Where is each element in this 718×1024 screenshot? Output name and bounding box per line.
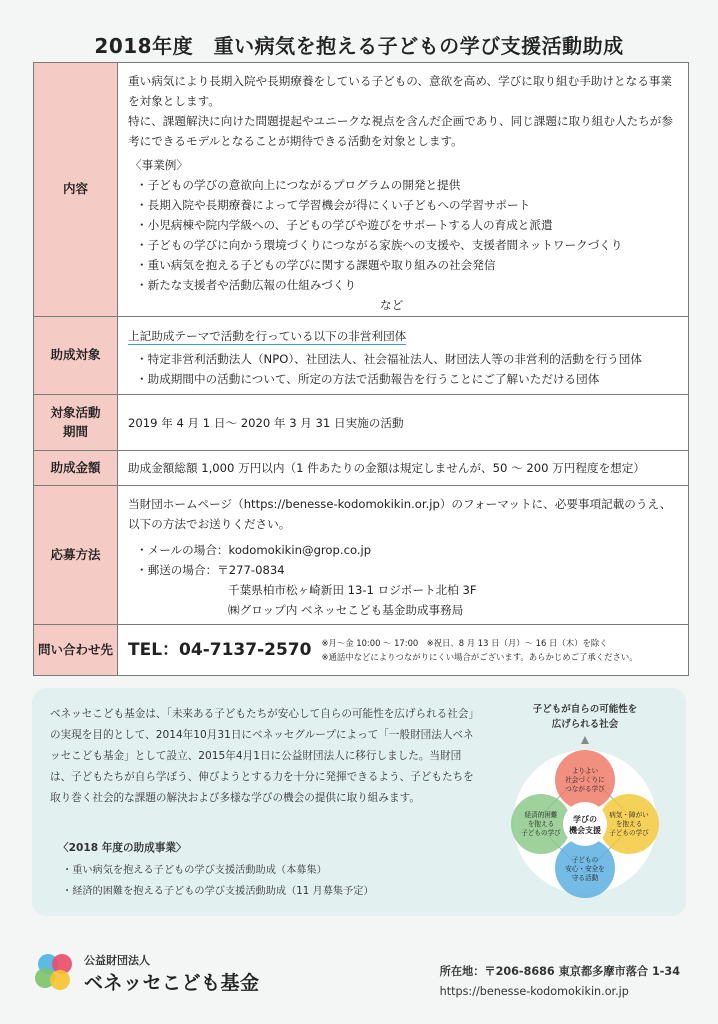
footer-address-block xyxy=(440,962,680,1002)
row-apply xyxy=(34,485,688,624)
diagram-bottom-line: 守る活動 xyxy=(571,874,599,882)
list-item: ・ 子どもの学びに向かう環境づくりにつながる家族への支援や、支援者間ネットワークづくり xyxy=(136,235,678,255)
amount-body xyxy=(118,451,688,485)
diagram-left-line: を抱える xyxy=(527,820,555,828)
period-text: 2019 年 4 月 1 日～ 2020 年 3 月 31 日実施の活動 xyxy=(128,415,404,430)
row-label-content: 内容 xyxy=(34,63,118,316)
list-item: ・ 助成期間中の活動について、所定の方法で活動報告を行うことにご了解いただける団体 xyxy=(136,369,678,389)
list-item: ・ 重い病気を抱える子どもの学び支援活動助成（本募集） xyxy=(62,860,374,881)
list-item: ・ 小児病棟や院内学級への、子どもの学びや遊びをサポートする人の育成と派遣 xyxy=(136,215,678,235)
diagram-left-line: 経済的困難 xyxy=(524,811,558,819)
row-period xyxy=(34,394,688,450)
list-item: ・ 子どもの学びの意欲向上につながるプログラムの開発と提供 xyxy=(136,175,678,195)
period-body xyxy=(118,395,688,450)
list-item: ・ 長期入院や長期療養によって学習機会が得にくい子どもへの学習サポート xyxy=(136,195,678,215)
grants-title: 〈2018 年度の助成事業〉 xyxy=(58,842,187,854)
row-content xyxy=(34,63,688,316)
apply-post: ・郵送の場合：〒277-0834 xyxy=(136,563,285,577)
target-list xyxy=(128,349,678,389)
address-label: 所在地： xyxy=(439,965,485,978)
foundation-logo xyxy=(33,950,77,994)
diagram-center-line: 機会支援 xyxy=(569,826,601,835)
page-title: 2018年度 重い病気を抱える子どもの学び支援活動助成 xyxy=(94,34,624,58)
arrow-up-icon xyxy=(581,736,589,744)
apply-mail: ・メールの場合：kodomokikin@grop.co.jp xyxy=(136,543,372,557)
diagram-center-circle xyxy=(563,802,607,846)
diagram-bottom-line: 安心・安全を xyxy=(565,865,605,873)
diagram-left-line: 子どもの学び xyxy=(521,829,561,837)
address-text: 〒206-8686 東京都多摩市落合 1-34 xyxy=(484,965,680,978)
apply-methods xyxy=(128,540,678,620)
website-url[interactable]: https://benesse-kodomokikin.or.jp xyxy=(439,985,629,998)
apply-lead: 当財団ホームページ（https://benesse-kodomokikin.or.jp）のフォーマットに、必要事項記載のうえ、以下の方法でお送りください。 xyxy=(128,497,672,531)
contact-note: ※月～金 10:00 ～ 17:00 ※祝日、8 月 13 日（月）～ 16 日（木）を除く xyxy=(321,638,608,648)
row-label-period xyxy=(34,395,118,450)
target-body xyxy=(118,317,688,394)
org-type: 公益財団法人 xyxy=(84,954,150,967)
period-label-line1: 対象活動 xyxy=(50,405,101,421)
diagram-right-line: 病気・障がい xyxy=(609,811,649,819)
diagram-right-line: 子どもの学び xyxy=(609,829,649,837)
etc-text: など xyxy=(380,298,404,312)
about-panel xyxy=(32,688,686,916)
diagram-right-line: を抱える xyxy=(615,820,643,828)
diagram-top-line: 社会づくりに xyxy=(565,776,605,784)
period-label-line2: 期間 xyxy=(62,423,88,439)
diagram-top-line: つながる学び xyxy=(565,785,605,793)
diagram-heading-line1: 子どもが自らの可能性を xyxy=(532,704,638,715)
row-label-amount: 助成金額 xyxy=(34,451,118,485)
list-item: ・ 重い病気を抱える子どもの学びに関する課題や取り組みの社会発信 xyxy=(136,255,678,275)
apply-post-address1: 千葉県柏市松ヶ崎新田 13-1 ロジポート北柏 3F xyxy=(228,583,477,597)
list-item: ・ 経済的困難を抱える子どもの学び支援活動助成（11 月募集予定） xyxy=(62,881,374,902)
contact-note: ※通話中などによりつながりにくい場合がございます。あらかじめご了承ください。 xyxy=(321,652,638,662)
amount-text: 助成金額総額 1,000 万円以内（1 件あたりの金額は規定しませんが、50 ～ 200 万円程度を想定） xyxy=(128,461,645,475)
contact-notes xyxy=(321,636,637,664)
list-item: ・ 特定非営利活動法人（NPO）、社団法人、社会福祉法人、財団法人等の非営利的活動を行う団体 xyxy=(136,349,678,369)
contact-body xyxy=(118,625,688,675)
info-table xyxy=(33,62,689,676)
examples-list xyxy=(128,175,678,295)
diagram-bottom-line: 子どもの xyxy=(571,856,599,864)
row-amount xyxy=(34,450,688,485)
examples-heading: 〈事業例〉 xyxy=(130,158,188,172)
row-target xyxy=(34,316,688,394)
row-label-contact: 問い合わせ先 xyxy=(34,625,118,675)
content-paragraph: 特に、課題解決に向けた問題提起やユニークな視点を含んだ企画であり、同じ課題に取り組む人たちが参考にできるモデルとなることが期待できる活動を対象とします。 xyxy=(128,114,673,148)
org-name: ベネッセこども基金 xyxy=(84,972,260,994)
apply-post-address2: ㈱グロップ内 ベネッセこども基金助成事務局 xyxy=(228,603,464,617)
row-contact xyxy=(34,624,688,675)
diagram-center-line: 学びの xyxy=(573,815,597,824)
apply-body xyxy=(118,486,688,624)
list-item: ・ 新たな支援者や活動広報の仕組みづくり xyxy=(136,275,678,295)
content-body xyxy=(118,63,688,316)
contact-tel: TEL：04-7137-2570 xyxy=(128,640,312,660)
about-intro: ベネッセこども基金は、「未来ある子どもたちが安心して自らの可能性を広げられる社会」の実現を目的として、2014年10月31日にベネッセグループによって「一般財団法人ベネッセこども基金」として設立、2015年4月1日に公益財団法人に移行しました。当財団は、子どもたちが自ら学ぼう、伸びようとする力を十分に発揮できるよう、子どもたちを取り巻く社会的な課題の解決および多様な学びの機会の提供に取り組みます。 xyxy=(50,708,474,804)
content-paragraph: 重い病気により長期入院や長期療養をしている子どもの、意欲を高め、学びに取り組む手助けとなる事業を対象とします。 xyxy=(128,74,672,108)
diagram-heading-line2: 広げられる社会 xyxy=(551,719,619,730)
row-label-target: 助成対象 xyxy=(34,317,118,394)
diagram-top-line: よりよい xyxy=(571,767,599,775)
target-lead: 上記助成テーマで活動を行っている以下の非営利団体 xyxy=(128,329,407,343)
grants-list xyxy=(62,860,374,902)
support-diagram xyxy=(490,696,680,911)
row-label-apply: 応募方法 xyxy=(34,486,118,624)
